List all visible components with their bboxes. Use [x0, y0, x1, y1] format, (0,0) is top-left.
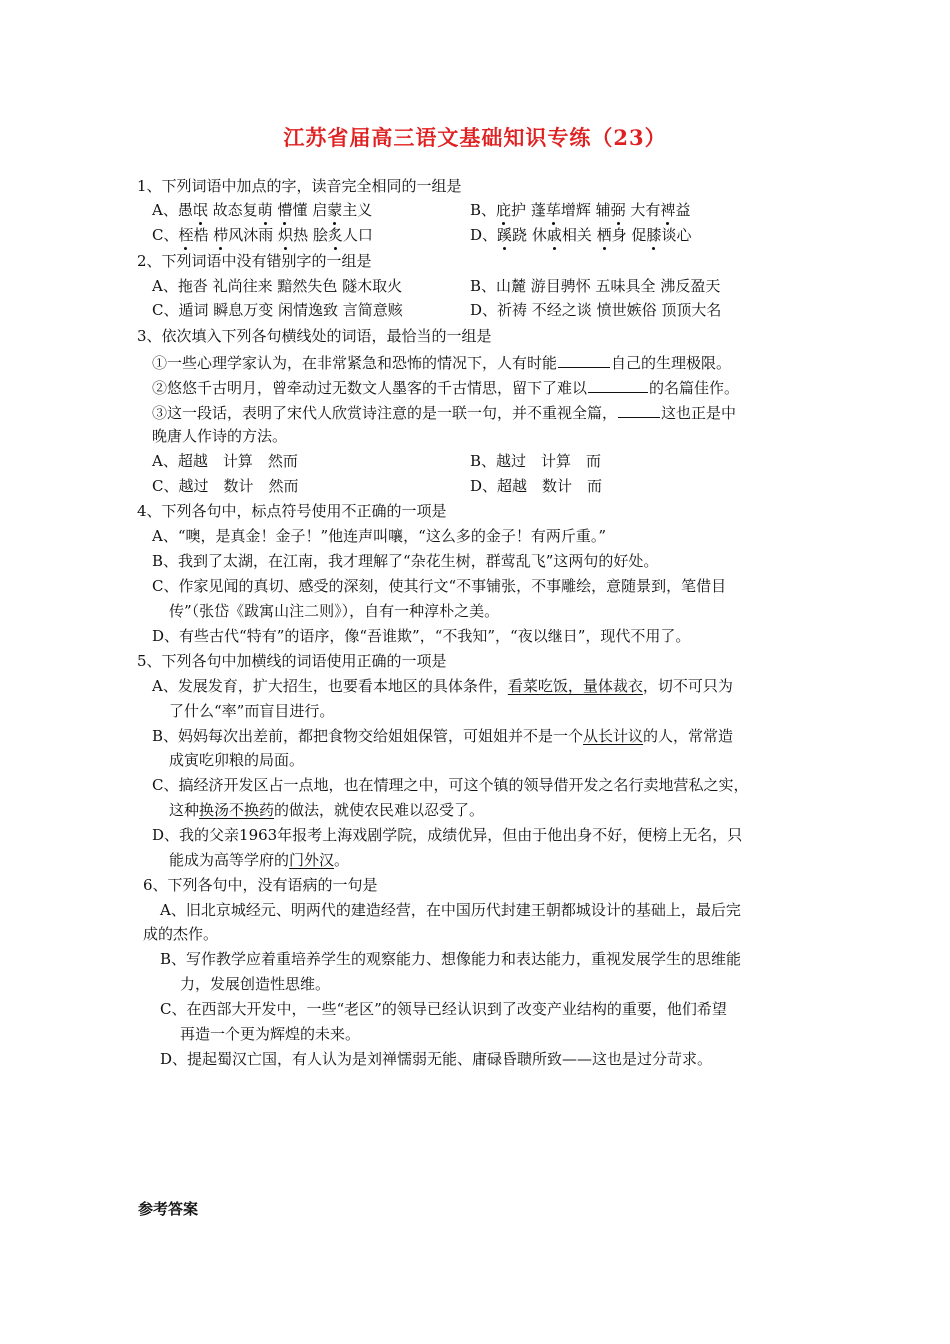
q5-d-post: 。 — [334, 851, 350, 869]
q6-option-c-cont: 再造一个更为辉煌的未来。 — [180, 1025, 361, 1043]
q5-option-b — [152, 726, 733, 746]
q5-option-c-cont — [169, 800, 484, 820]
q4-stem: 4、下列各句中，标点符号使用不正确的一项是 — [137, 502, 447, 520]
q5-d-underlined: 门外汉 — [289, 851, 335, 869]
q4-option-d: D、有些古代“特有”的语序，像“吾谁欺”，“不我知”，“夜以继日”，现代不用了。 — [152, 627, 691, 645]
q5-a-pre: A、发展发育，扩大招生，也要看本地区的具体条件， — [152, 677, 508, 695]
q2-option-c: C、遁词 瞬息万变 闲情逸致 言简意赅 — [152, 301, 403, 319]
q6-option-b: B、写作教学应着重培养学生的观察能力、想像能力和表达能力，重视发展学生的思维能 — [160, 950, 742, 968]
q3-s2-pre: ②悠悠千古明月，曾牵动过无数文人墨客的千古情思，留下了难以 — [152, 379, 588, 397]
q3-blank-2 — [588, 377, 648, 393]
q4-option-b: B、我到了太湖，在江南，我才理解了“杂花生树，群莺乱飞”这两句的好处。 — [152, 552, 659, 570]
q6-option-a-cont: 成的杰作。 — [143, 925, 219, 943]
q3-sentence-3 — [152, 402, 736, 423]
q5-b-underlined: 从长计议 — [583, 727, 644, 745]
q1-option-c: C、桎梏 栉风沐雨 炽热 脍炙人口 — [152, 226, 373, 244]
q5-option-a-cont: 了什么“率”而盲目进行。 — [169, 702, 335, 720]
q3-stem: 3、依次填入下列各句横线处的词语，最恰当的一组是 — [137, 327, 492, 345]
answers-heading: 参考答案 — [138, 1200, 199, 1218]
q5-c-post: 的做法，就使农民难以忍受了。 — [274, 801, 485, 819]
q2-option-a: A、拖沓 礼尚往来 黯然失色 隧木取火 — [152, 277, 403, 295]
q3-s1-pre: ①一些心理学家认为，在非常紧急和恐怖的情况下，人有时能 — [152, 354, 558, 372]
q5-option-d: D、我的父亲1963年报考上海戏剧学院，成绩优异，但由于他出身不好，便榜上无名，只 — [152, 826, 743, 844]
q3-s3-post: 这也正是中 — [661, 404, 737, 422]
q2-option-d: D、祈祷 不经之谈 愤世嫉俗 顶顶大名 — [470, 301, 722, 319]
q6-option-a: A、旧北京城经元、明两代的建造经营，在中国历代封建王朝都城设计的基础上，最后完 — [160, 901, 741, 919]
q5-option-b-cont: 成寅吃卯粮的局面。 — [169, 751, 305, 769]
q5-d-pre: 能成为高等学府的 — [169, 851, 290, 869]
q5-b-post: 的人，常常造 — [643, 727, 734, 745]
q5-stem: 5、下列各句中加横线的词语使用正确的一项是 — [137, 652, 447, 670]
q5-option-c: C、搞经济开发区占一点地，也在情理之中，可这个镇的领导借开发之名行卖地营私之实， — [152, 776, 749, 794]
q1-option-b: B、庇护 蓬荜增辉 辅弼 大有裨益 — [470, 201, 691, 219]
q5-b-pre: B、妈妈每次出差前，都把食物交给姐姐保管，可姐姐并不是一个 — [152, 727, 584, 745]
q3-sentence-2 — [152, 377, 739, 398]
q3-option-b: B、越过 计算 而 — [470, 452, 602, 470]
q6-stem: 6、下列各句中，没有语病的一句是 — [143, 876, 378, 894]
q4-option-c: C、作家见闻的真切、感受的深刻，使其行文“不事铺张，不事雕绘，意随景到，笔借目 — [152, 577, 727, 595]
q6-option-c: C、在西部大开发中，一些“老区”的领导已经认识到了改变产业结构的重要，他们希望 — [160, 1000, 727, 1018]
page-title: 江苏省届高三语文基础知识专练（23） — [283, 125, 667, 150]
q5-a-post: ，切不可只为 — [642, 677, 733, 695]
q6-option-b-cont: 力，发展创造性思维。 — [180, 975, 331, 993]
q3-option-d: D、超越 数计 而 — [470, 477, 603, 495]
q3-blank-3 — [618, 402, 660, 418]
q4-option-c-cont: 传”（张岱《跋寓山注二则》），自有一种淳朴之美。 — [169, 602, 500, 620]
q1-option-a: A、愚氓 故态复萌 懵懂 启蒙主义 — [152, 201, 373, 219]
q3-blank-1 — [558, 352, 610, 368]
q3-s2-post: 的名篇佳作。 — [649, 379, 740, 397]
q5-c-pre: 这种 — [169, 801, 200, 819]
q3-s1-post: 自己的生理极限。 — [611, 354, 732, 372]
q1-option-d: D、蹊跷 休戚相关 栖身 促膝谈心 — [470, 226, 692, 244]
q2-option-b: B、山麓 游目骋怀 五味具全 沸反盈天 — [470, 277, 721, 295]
q3-option-a: A、超越 计算 然而 — [152, 452, 298, 470]
q2-stem: 2、下列词语中没有错别字的一组是 — [137, 252, 372, 270]
q1-stem: 1、下列词语中加点的字，读音完全相同的一组是 — [137, 177, 462, 195]
q5-a-underlined: 看菜吃饭，量体裁衣 — [507, 677, 643, 695]
q5-c-underlined: 换汤不换药 — [199, 801, 275, 819]
q3-sentence-3-cont: 晚唐人作诗的方法。 — [152, 427, 288, 445]
q5-option-a — [152, 676, 733, 696]
q3-s3-pre: ③这一段话，表明了宋代人欣赏诗注意的是一联一句，并不重视全篇， — [152, 404, 618, 422]
q3-sentence-1 — [152, 352, 731, 373]
q4-option-a: A、“噢，是真金！金子！”他连声叫嚷，“这么多的金子！有两斤重。” — [152, 527, 607, 545]
q5-option-d-cont — [169, 850, 349, 870]
q3-option-c: C、越过 数计 然而 — [152, 477, 299, 495]
q6-option-d: D、提起蜀汉亡国，有人认为是刘禅懦弱无能、庸碌昏聩所致——这也是过分苛求。 — [160, 1050, 713, 1068]
